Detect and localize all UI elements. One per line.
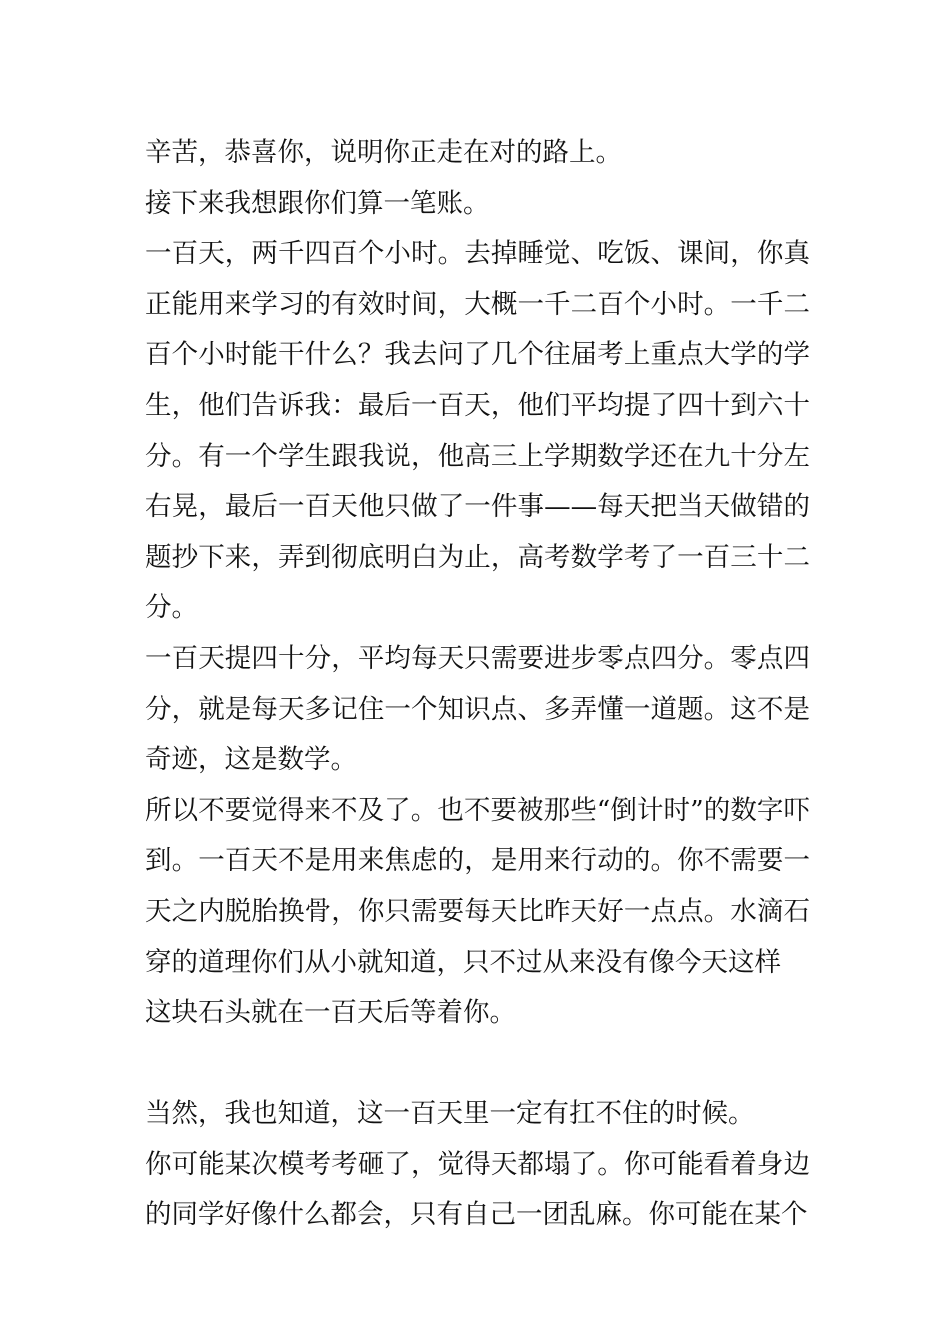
paragraph-gap (145, 1039, 810, 1090)
paragraph-6: 这块石头就在一百天后等着你。 (145, 997, 516, 1029)
paragraph-4: 一百天提四十分，平均每天只需要进步零点四分。零点四分，就是每天多记住一个知识点、多弄懂一道题。这不是奇迹，这是数学。 (145, 642, 810, 776)
paragraph-7: 当然，我也知道，这一百天里一定有扛不住的时候。 (145, 1098, 755, 1130)
paragraph-8: 你可能某次模考考砸了，觉得天都塌了。你可能看着身边的同学好像什么都会，只有自己一团乱麻。你可能在某个 (145, 1148, 810, 1231)
paragraph-3: 一百天，两千四百个小时。去掉睡觉、吃饭、课间，你真正能用来学习的有效时间，大概一千二百个小时。一千二百个小时能干什么？我去问了几个往届考上重点大学的学生，他们告诉我：最后一百天，他们平均提了四十到六十分。有一个学生跟我说，他高三上学期数学还在九十分左右晃，最后一百天他只做了一件事——每天把当天做错的题抄下来，弄到彻底明白为止，高考数学考了一百三十二分。 (145, 238, 810, 624)
body-text (145, 128, 810, 1241)
paragraph-2: 接下来我想跟你们算一笔账。 (145, 187, 490, 219)
paragraph-1: 辛苦，恭喜你，说明你正走在对的路上。 (145, 137, 622, 168)
paragraph-5: 所以不要觉得来不及了。也不要被那些“倒计时”的数字吓到。一百天不是用来焦虑的，是用来行动的。你不需要一天之内脱胎换骨，你只需要每天比昨天好一点点。水滴石穿的道理你们从小就知道，只不过从来没有像今天这样 (145, 794, 810, 978)
